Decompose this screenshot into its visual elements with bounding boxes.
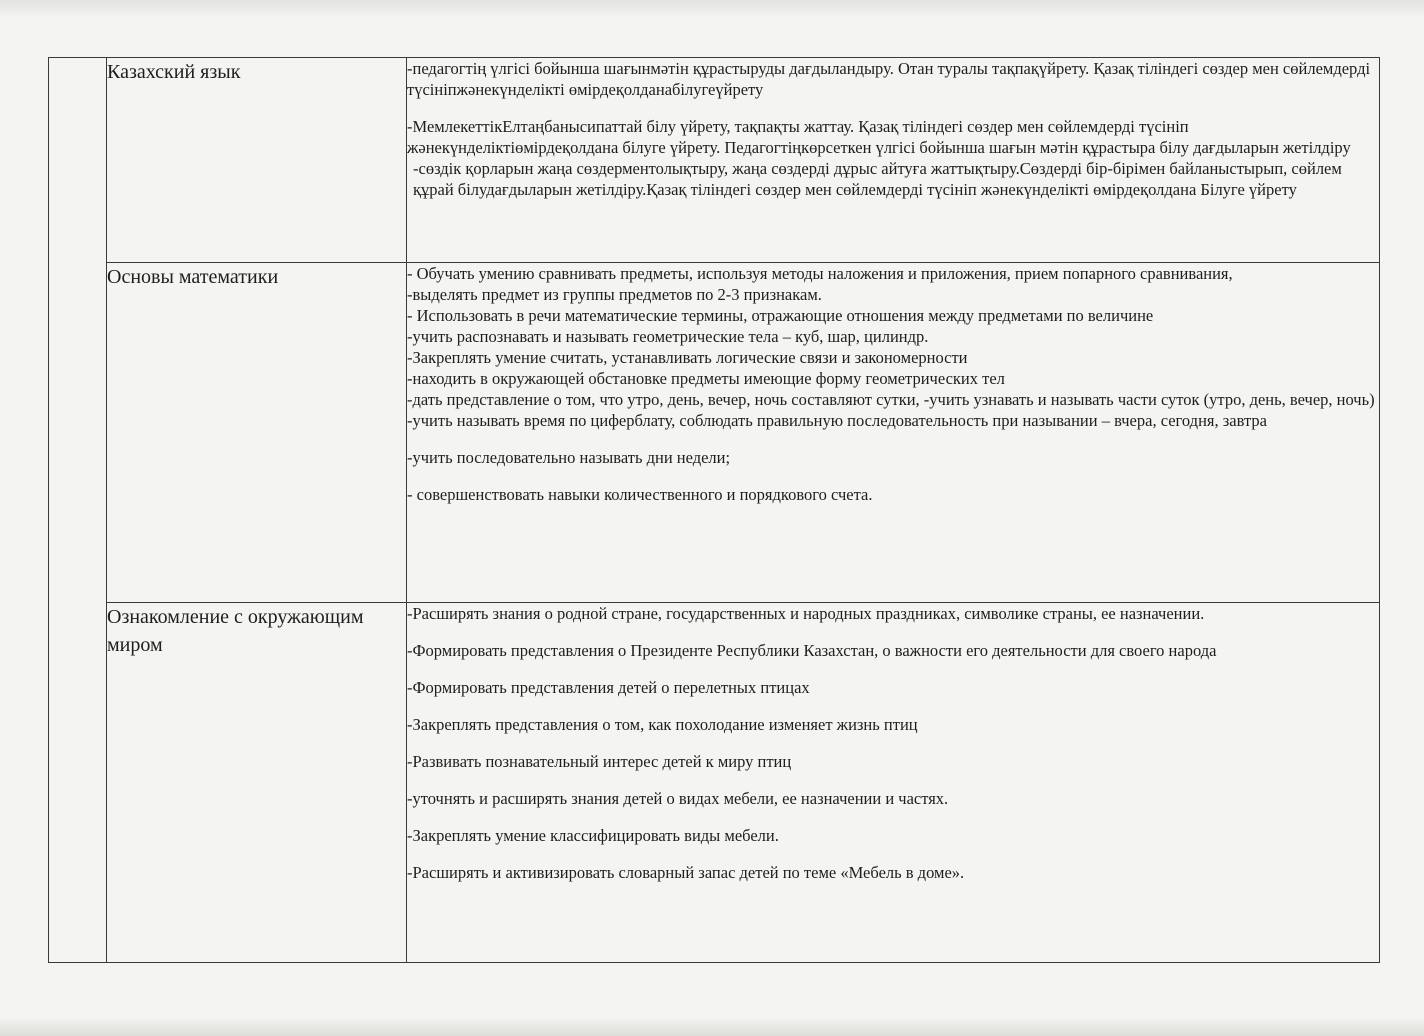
empty-column-cell xyxy=(49,58,107,963)
objective-line: -дать представление о том, что утро, день, вечер, ночь составляют сутки, -учить узнавать и называть части суток (утро, день, вечер, ночь) xyxy=(407,390,1375,409)
objective-line: - совершенствовать навыки количественного и порядкового счета. xyxy=(407,485,873,504)
table-row xyxy=(49,603,1380,963)
subject-label: Казахский язык xyxy=(107,61,241,83)
table-row xyxy=(49,263,1380,603)
subject-cell xyxy=(107,263,407,603)
objective-line: -педагогтің үлгісі бойынша шағынмәтін құрастыруды дағдыландыру. Отан туралы тақпақүйрету. Қазақ тіліндегі сөздер мен сөйлемдерді түсініпжәнекүнделікті өмірдеқолданабілугеүйрету xyxy=(407,59,1371,99)
objective-line: -Закреплять представления о том, как похолодание изменяет жизнь птиц xyxy=(407,715,918,734)
objective-line: -Формировать представления детей о перелетных птицах xyxy=(407,678,810,697)
objective-line: -учить последовательно называть дни недели; xyxy=(407,448,731,467)
objectives-cell xyxy=(407,263,1380,603)
objective-line: -Закреплять умение классифицировать виды мебели. xyxy=(407,826,779,845)
subject-label: Основы математики xyxy=(107,266,279,288)
objective-line: -выделять предмет из группы предметов по 2-3 признакам. xyxy=(407,285,822,304)
objective-line: -уточнять и расширять знания детей о видах мебели, ее назначении и частях. xyxy=(407,789,949,808)
scan-edge-top xyxy=(0,0,1424,18)
objective-line: -МемлекеттікЕлтаңбанысипаттай білу үйрету, тақпақты жаттау. Қазақ тіліндегі сөздер мен сөйлемдерді түсініп жәнекүнделіктіөмірдеқолдана білуге үйрету. Педагогтіңкөрсеткен үлгісі бойынша шағын мәтін құрастыра білу дағдыларын жетілдіру xyxy=(407,117,1351,157)
objective-line: -сөздік қорларын жаңа сөздерментолықтыру, жаңа сөздерді дұрыс айтуға жаттықтыру.Сөздерді бір-бірімен байланыстырып, сөйлем құрай білудағдыларын жетілдіру.Қазақ тіліндегі сөздер мен сөйлемдерді түсініп жәнекүнделікті өмірдеқолдана Білуге үйрету xyxy=(413,159,1342,199)
subject-cell xyxy=(107,58,407,263)
objective-line: -учить распознавать и называть геометрические тела – куб, шар, цилиндр. xyxy=(407,327,929,346)
objectives-cell xyxy=(407,58,1380,263)
objectives-cell xyxy=(407,603,1380,963)
objective-line: - Использовать в речи математические термины, отражающие отношения между предметами по величине xyxy=(407,306,1154,325)
objective-line: -Расширять знания о родной стране, государственных и народных праздниках, символике страны, ее назначении. xyxy=(407,604,1205,623)
objective-line: - Обучать умению сравнивать предметы, используя методы наложения и приложения, прием попарного сравнивания, xyxy=(407,264,1233,283)
objective-line: -Развивать познавательный интерес детей к миру птиц xyxy=(407,752,792,771)
table-row xyxy=(49,58,1380,263)
objective-line: -Закреплять умение считать, устанавливать логические связи и закономерности xyxy=(407,348,968,367)
scan-edge-bottom xyxy=(0,1018,1424,1036)
objective-line: -находить в окружающей обстановке предметы имеющие форму геометрических тел xyxy=(407,369,1005,388)
lesson-plan-table xyxy=(48,57,1380,963)
objective-line: -Расширять и активизировать словарный запас детей по теме «Мебель в доме». xyxy=(407,863,965,882)
objective-line: -учить называть время по циферблату, соблюдать правильную последовательность при назывании – вчера, сегодня, завтра xyxy=(407,411,1267,430)
subject-label: Ознакомление с окружающим миром xyxy=(107,606,364,656)
subject-cell xyxy=(107,603,407,963)
objective-line: -Формировать представления о Президенте Республики Казахстан, о важности его деятельности для своего народа xyxy=(407,641,1217,660)
